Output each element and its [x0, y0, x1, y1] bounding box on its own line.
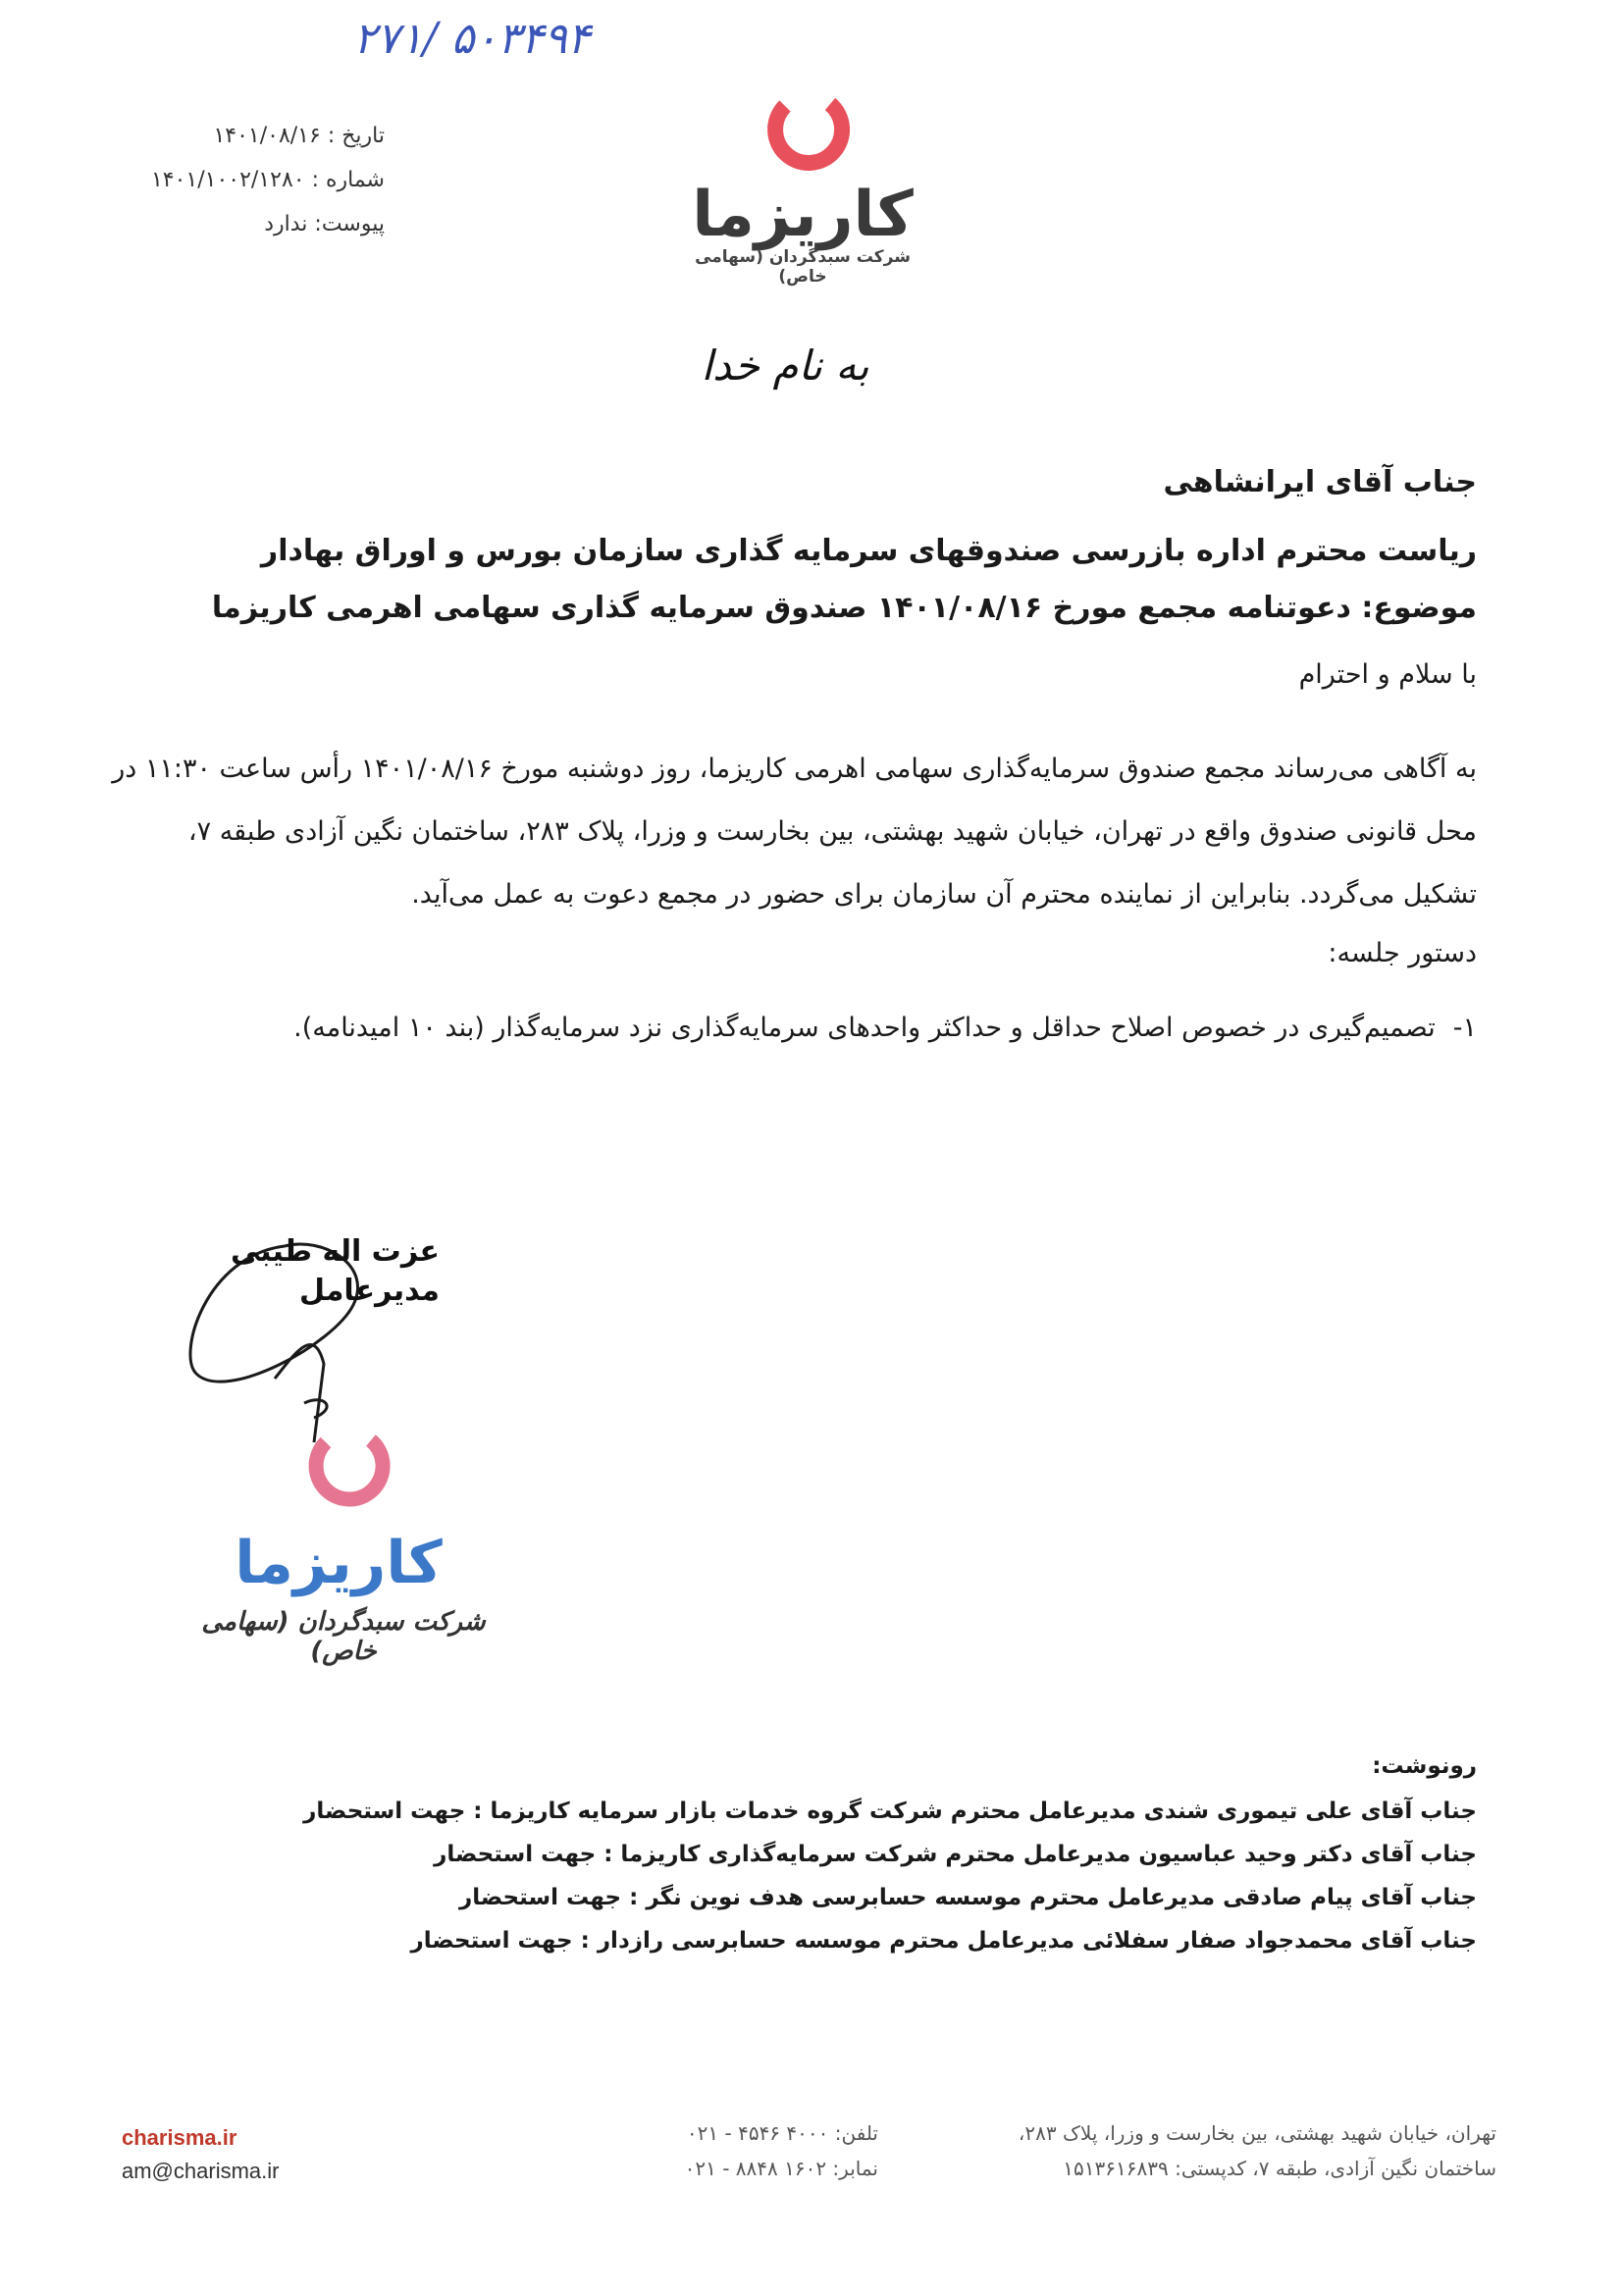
- agenda-title: دستور جلسه:: [1328, 938, 1477, 968]
- date-value: ۱۴۰۱/۰۸/۱۶: [213, 124, 321, 148]
- number-row: [108, 158, 385, 202]
- basmala: به نام خدا: [701, 341, 869, 390]
- cc-title: رونوشت:: [1372, 1753, 1477, 1779]
- email-link[interactable]: am@charisma.ir: [122, 2159, 280, 2183]
- attachment-label: پیوست:: [314, 212, 385, 236]
- letter-body: [112, 738, 1477, 926]
- date-label: تاریخ :: [327, 124, 385, 148]
- address-line: ساختمان نگین آزادی، طبقه ۷، کدپستی: ۱۵۱۳۶۱۶۸۳۹: [1063, 2157, 1496, 2180]
- signatory: [224, 1232, 440, 1311]
- address-line: تهران، خیابان شهید بهشتی، بین بخارست و وزرا، پلاک ۲۸۳،: [1018, 2121, 1496, 2145]
- letter-meta: [108, 114, 385, 246]
- signatory-title: مدیرعامل: [299, 1274, 440, 1308]
- footer-phone-block: [643, 2115, 878, 2186]
- registration-number: ۲۷۱/ ۵۰۳۴۹۴: [353, 14, 591, 64]
- number-label: شماره :: [311, 168, 385, 192]
- cc-block: [303, 1745, 1477, 1962]
- company-stamp: [177, 1413, 550, 1668]
- footer-contact-web: [122, 2121, 279, 2188]
- logo-ring-icon: [675, 84, 930, 179]
- cc-line: جناب آقای پیام صادقی مدیرعامل محترم موسسه حسابرسی هدف نوین نگر : جهت استحضار: [459, 1885, 1477, 1910]
- website-link[interactable]: charisma.ir: [122, 2125, 237, 2150]
- body-line: به آگاهی می‌رساند مجمع صندوق سرمایه‌گذاری سهامی اهرمی کاریزما، روز دوشنبه مورخ ۱۴۰۱/۰۸/۱۶ رأس ساعت ۱۱:۳۰ در: [112, 754, 1477, 784]
- company-subtitle: شرکت سبدگردان (سهامی خاص): [695, 247, 911, 287]
- agenda-item-text: تصمیم‌گیری در خصوص اصلاح حداقل و حداکثر واحدهای سرمایه‌گذاری نزد سرمایه‌گذار (بند ۱۰ امیدنامه).: [293, 1013, 1436, 1043]
- attachment-value: ندارد: [264, 212, 308, 236]
- company-logo: [675, 84, 930, 287]
- attachment-row: [108, 202, 385, 246]
- stamp-name: کاریزما: [235, 1529, 443, 1597]
- fax: نمابر: ۱۶۰۲ ۸۸۴۸ - ۰۲۱: [684, 2157, 878, 2180]
- phone: تلفن: ۴۰۰۰ ۴۵۴۶ - ۰۲۱: [686, 2121, 878, 2145]
- subject-line: موضوع: دعوتنامه مجمع مورخ ۱۴۰۱/۰۸/۱۶ صندوق سرمایه گذاری سهامی اهرمی کاریزما: [211, 591, 1477, 625]
- body-line: تشکیل می‌گردد. بنابراین از نماینده محترم آن سازمان برای حضور در مجمع دعوت به عمل می‌آید.: [411, 879, 1477, 910]
- cc-line: جناب آقای علی تیموری شندی مدیرعامل محترم شرکت گروه خدمات بازار سرمایه کاریزما : جهت استحضار: [303, 1799, 1477, 1824]
- stamp-ring-icon: [177, 1413, 510, 1521]
- recipient-line: جناب آقای ایرانشاهی: [1163, 465, 1477, 499]
- agenda-item-number: ۱-: [1452, 1013, 1477, 1043]
- footer-address: [927, 2115, 1496, 2186]
- body-line: محل قانونی صندوق واقع در تهران، خیابان شهید بهشتی، بین بخارست و وزرا، پلاک ۲۸۳، ساختمان نگین آزادی طبقه ۷،: [187, 816, 1477, 847]
- signatory-name: عزت اله طیبی: [230, 1234, 440, 1269]
- greeting: با سلام و احترام: [1298, 659, 1477, 690]
- date-row: [108, 114, 385, 158]
- number-value: ۱۴۰۱/۱۰۰۲/۱۲۸۰: [150, 168, 305, 192]
- cc-line: جناب آقای محمدجواد صفار سفلائی مدیرعامل محترم موسسه حسابرسی رازدار : جهت استحضار: [410, 1928, 1477, 1954]
- cc-line: جناب آقای دکتر وحید عباسیون مدیرعامل محترم شرکت سرمایه‌گذاری کاریزما : جهت استحضار: [434, 1842, 1477, 1867]
- stamp-subtitle: شرکت سبدگردان (سهامی خاص): [201, 1607, 486, 1666]
- recipient-title: ریاست محترم اداره بازرسی صندوقهای سرمایه گذاری سازمان بورس و اوراق بهادار: [260, 534, 1477, 568]
- company-name: کاریزما: [692, 179, 914, 251]
- agenda-item: [201, 1013, 1477, 1043]
